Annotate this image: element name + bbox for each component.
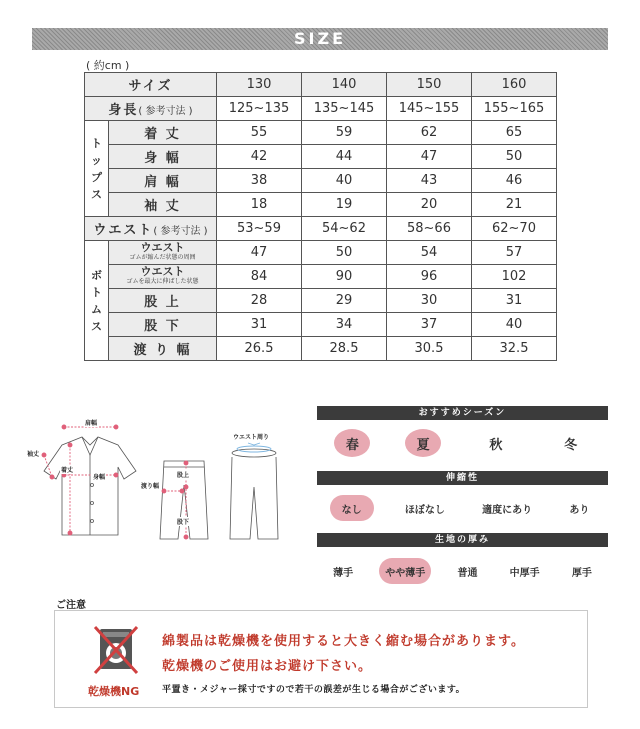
row-label: 袖 丈 xyxy=(109,193,217,217)
table-cell: 135~145 xyxy=(302,97,387,121)
table-cell: 40 xyxy=(302,169,387,193)
table-row xyxy=(85,337,557,361)
table-cell: 62~70 xyxy=(472,217,557,241)
table-row xyxy=(85,145,557,169)
table-row xyxy=(85,217,557,241)
season-option-autumn: 秋 xyxy=(489,437,503,453)
season-option-summer: 夏 xyxy=(405,429,441,457)
row-label: 渡 り 幅 xyxy=(109,337,217,361)
measurement-diagram xyxy=(24,415,314,550)
shoulder-width-label: 肩幅 xyxy=(85,420,98,427)
bottoms-group-label: ボ ト ム ス xyxy=(85,241,109,361)
thickness-option-normal: 普通 xyxy=(457,567,478,579)
table-cell: 102 xyxy=(472,265,557,289)
row-label: ウエスト ゴムが縮んだ状態の周囲 xyxy=(109,241,217,265)
table-row xyxy=(85,193,557,217)
no-dryer-icon xyxy=(93,625,139,675)
table-cell: 125~135 xyxy=(217,97,302,121)
size-header-cell: 150 xyxy=(387,73,472,97)
row-label: 股 上 xyxy=(109,289,217,313)
stretch-option-yes: あり xyxy=(569,504,590,516)
thickness-option-medium-thick: 中厚手 xyxy=(509,567,540,579)
table-cell: 40 xyxy=(472,313,557,337)
thickness-title: 生地の厚み xyxy=(317,533,608,547)
size-banner: SIZE xyxy=(32,28,608,50)
table-cell: 34 xyxy=(302,313,387,337)
table-cell: 28 xyxy=(217,289,302,313)
table-cell: 65 xyxy=(472,121,557,145)
table-cell: 38 xyxy=(217,169,302,193)
thickness-option-thick: 厚手 xyxy=(571,567,592,579)
notice-line-3: 平置き・メジャー採寸ですので若干の誤差が生じる場合がございます。 xyxy=(162,685,466,695)
size-header-label: サイズ xyxy=(85,73,217,97)
body-width-label: 身幅 xyxy=(93,474,106,481)
table-cell: 62 xyxy=(387,121,472,145)
notice-box xyxy=(54,610,588,708)
table-cell: 57 xyxy=(472,241,557,265)
garment-illustration xyxy=(24,415,314,550)
table-cell: 29 xyxy=(302,289,387,313)
thickness-options xyxy=(317,558,608,584)
table-cell: 53~59 xyxy=(217,217,302,241)
thigh-width-label: 渡り幅 xyxy=(141,483,160,490)
table-cell: 84 xyxy=(217,265,302,289)
row-label: ウエスト ゴムを最大に伸ばした状態 xyxy=(109,265,217,289)
table-cell: 26.5 xyxy=(217,337,302,361)
table-cell: 96 xyxy=(387,265,472,289)
stretch-option-almost-none: ほぼなし xyxy=(404,504,445,516)
notice-line-2: 乾燥機のご使用はお避け下さい。 xyxy=(162,659,373,674)
table-cell: 30.5 xyxy=(387,337,472,361)
table-cell: 31 xyxy=(217,313,302,337)
table-row xyxy=(85,97,557,121)
table-cell: 50 xyxy=(472,145,557,169)
table-row xyxy=(85,121,557,145)
table-cell: 47 xyxy=(217,241,302,265)
table-cell: 19 xyxy=(302,193,387,217)
season-option-spring: 春 xyxy=(334,429,370,457)
sleeve-length-label: 袖丈 xyxy=(27,451,40,458)
unit-note: ( 約cm ) xyxy=(86,59,130,72)
table-cell: 47 xyxy=(387,145,472,169)
thickness-option-thin: 薄手 xyxy=(333,567,354,579)
inseam-label: 股下 xyxy=(177,519,190,526)
row-label: 肩 幅 xyxy=(109,169,217,193)
row-label: 身 幅 xyxy=(109,145,217,169)
table-row xyxy=(85,289,557,313)
table-row xyxy=(85,73,557,97)
table-row xyxy=(85,169,557,193)
stretch-option-moderate: 適度にあり xyxy=(482,504,533,516)
rise-label: 股上 xyxy=(177,472,190,479)
season-option-winter: 冬 xyxy=(564,437,578,453)
table-row xyxy=(85,241,557,265)
season-title: おすすめシーズン xyxy=(317,406,608,420)
table-row xyxy=(85,265,557,289)
stretch-option-none: なし xyxy=(330,495,374,521)
table-cell: 31 xyxy=(472,289,557,313)
table-cell: 50 xyxy=(302,241,387,265)
season-options xyxy=(317,429,608,457)
table-cell: 42 xyxy=(217,145,302,169)
size-header-cell: 140 xyxy=(302,73,387,97)
tops-group-label: ト ッ プ ス xyxy=(85,121,109,217)
table-cell: 32.5 xyxy=(472,337,557,361)
dryer-ng-label: 乾燥機NG xyxy=(88,685,140,698)
height-label: 身長( 参考寸法 ) xyxy=(85,97,217,121)
stretch-options xyxy=(317,495,608,521)
table-cell: 59 xyxy=(302,121,387,145)
table-cell: 90 xyxy=(302,265,387,289)
table-cell: 46 xyxy=(472,169,557,193)
table-cell: 20 xyxy=(387,193,472,217)
size-table xyxy=(84,72,557,361)
table-cell: 43 xyxy=(387,169,472,193)
notice-line-1: 綿製品は乾燥機を使用すると大きく縮む場合があります。 xyxy=(162,634,525,649)
thickness-option-slightly-thin: やや薄手 xyxy=(379,558,431,584)
table-cell: 58~66 xyxy=(387,217,472,241)
size-header-cell: 130 xyxy=(217,73,302,97)
row-label: 着 丈 xyxy=(109,121,217,145)
waist-around-label: ウエスト周り xyxy=(233,434,270,441)
table-cell: 54 xyxy=(387,241,472,265)
table-cell: 54~62 xyxy=(302,217,387,241)
table-cell: 55 xyxy=(217,121,302,145)
row-label: 股 下 xyxy=(109,313,217,337)
table-row xyxy=(85,313,557,337)
table-cell: 21 xyxy=(472,193,557,217)
notice-title: ご注意 xyxy=(56,600,86,611)
table-cell: 37 xyxy=(387,313,472,337)
table-cell: 28.5 xyxy=(302,337,387,361)
size-header-cell: 160 xyxy=(472,73,557,97)
table-cell: 44 xyxy=(302,145,387,169)
table-cell: 155~165 xyxy=(472,97,557,121)
table-cell: 30 xyxy=(387,289,472,313)
table-cell: 18 xyxy=(217,193,302,217)
table-cell: 145~155 xyxy=(387,97,472,121)
waist-label: ウエスト( 参考寸法 ) xyxy=(85,217,217,241)
stretch-title: 伸縮性 xyxy=(317,471,608,485)
body-length-label: 着丈 xyxy=(61,467,74,474)
